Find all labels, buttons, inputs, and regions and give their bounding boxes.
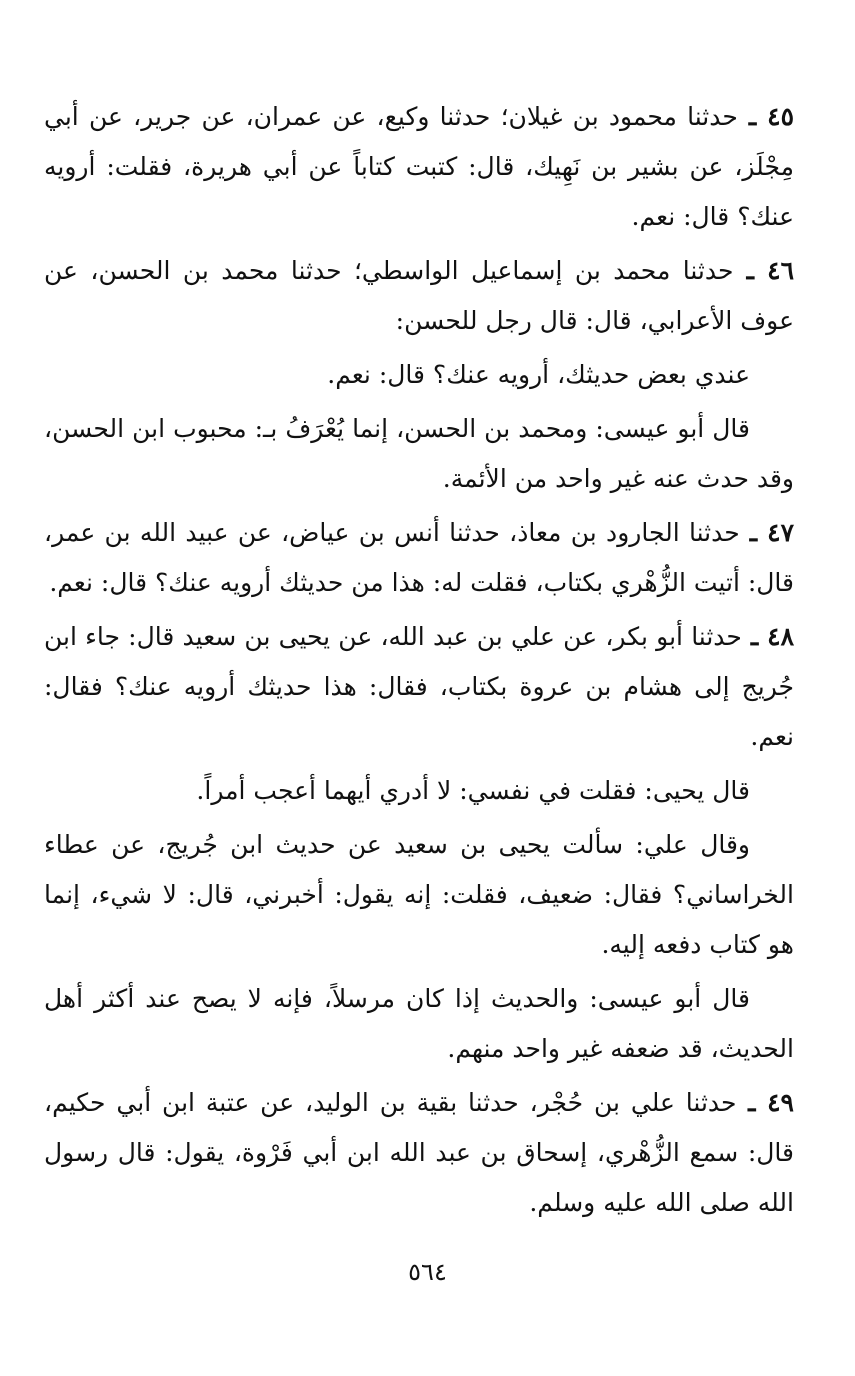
- yahya-comment: [44, 766, 794, 816]
- hadith-number: ٤٩ ـ: [736, 1088, 794, 1117]
- hadith-49: [44, 1078, 794, 1228]
- hadith-45: [44, 92, 794, 242]
- page-number: ٥٦٤: [408, 1258, 447, 1286]
- hadith-48: [44, 612, 794, 762]
- author-comment: [44, 404, 794, 504]
- hadith-text: حدثنا أبو بكر، عن علي بن عبد الله، عن يحيى بن سعيد قال: جاء ابن جُريج إلى هشام بن عروة بكتاب، فقال: هذا حديثك أرويه عنك؟ فقال: نعم.: [44, 622, 794, 751]
- hadith-text: حدثنا محمود بن غيلان؛ حدثنا وكيع، عن عمران، عن جرير، عن أبي مِجْلَز، عن بشير بن نَهِيك، قال: كتبت كتاباً عن أبي هريرة، فقلت: أرويه عنك؟ قال: نعم.: [44, 102, 794, 231]
- paragraph-text: وقال علي: سألت يحيى بن سعيد عن حديث ابن جُريج، عن عطاء الخراساني؟ فقال: ضعيف، فقلت: إنه يقول: أخبرني، قال: لا شيء، إنما هو كتاب دفعه إليه.: [44, 830, 794, 959]
- hadith-text: حدثنا علي بن حُجْر، حدثنا بقية بن الوليد، عن عتبة ابن أبي حكيم، قال: سمع الزُّهْري، إسحاق بن عبد الله ابن أبي فَرْوة، يقول: قال رسول الله صلى الله عليه وسلم.: [44, 1088, 794, 1217]
- paragraph-text: قال أبو عيسى: والحديث إذا كان مرسلاً، فإنه لا يصح عند أكثر أهل الحديث، قد ضعفه غير واحد منهم.: [44, 984, 794, 1063]
- quoted-statement: [44, 350, 794, 400]
- hadith-47: [44, 508, 794, 608]
- hadith-number: ٤٧ ـ: [739, 518, 794, 547]
- hadith-number: ٤٨ ـ: [741, 622, 794, 651]
- document-body: [44, 92, 794, 1228]
- hadith-number: ٤٦ ـ: [733, 256, 794, 285]
- paragraph-text: عندي بعض حديثك، أرويه عنك؟ قال: نعم.: [327, 360, 750, 389]
- hadith-text: حدثنا الجارود بن معاذ، حدثنا أنس بن عياض، عن عبيد الله بن عمر، قال: أتيت الزُّهْري بكتاب، فقلت له: هذا من حديثك أرويه عنك؟ قال: نعم.: [44, 518, 794, 597]
- hadith-number: ٤٥ ـ: [737, 102, 794, 131]
- hadith-46: [44, 246, 794, 346]
- author-comment: [44, 974, 794, 1074]
- ali-comment: [44, 820, 794, 970]
- paragraph-text: قال يحيى: فقلت في نفسي: لا أدري أيهما أعجب أمراً.: [196, 776, 750, 805]
- paragraph-text: قال أبو عيسى: ومحمد بن الحسن، إنما يُعْرَفُ بـ: محبوب ابن الحسن، وقد حدث عنه غير واحد من الأئمة.: [44, 414, 794, 493]
- hadith-text: حدثنا محمد بن إسماعيل الواسطي؛ حدثنا محمد بن الحسن، عن عوف الأعرابي، قال: قال رجل للحسن:: [44, 256, 794, 335]
